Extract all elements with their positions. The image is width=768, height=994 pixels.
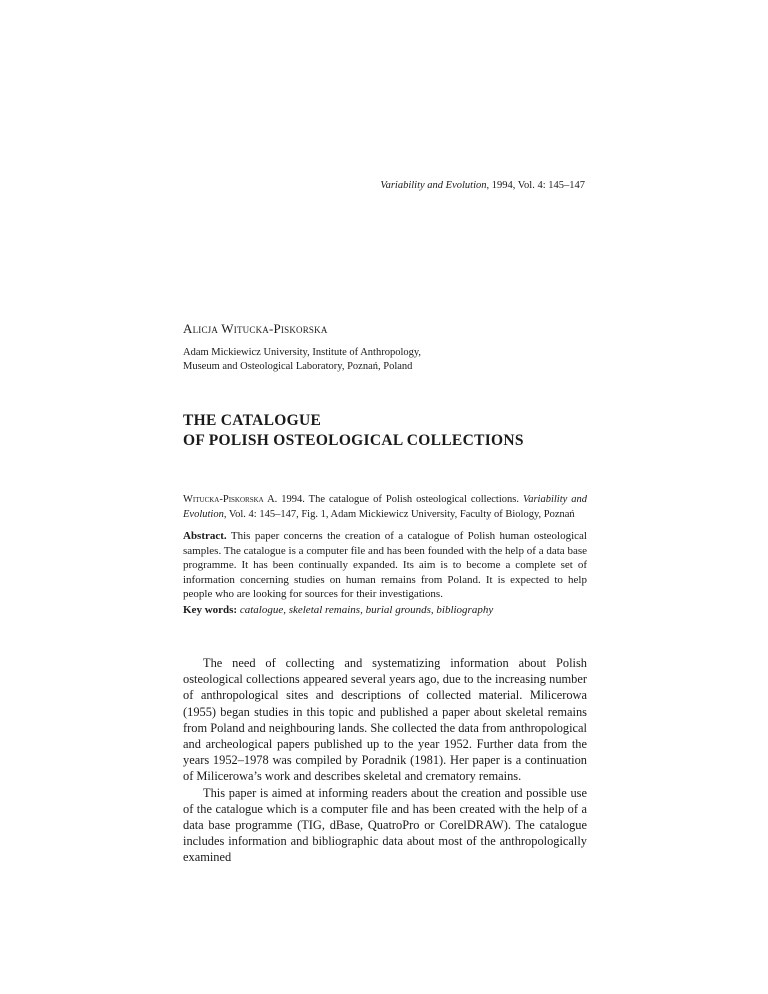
keywords-list: catalogue, skeletal remains, burial grounds, bibliography: [239, 604, 494, 616]
author-name: Alicja Witucka-Piskorska: [183, 321, 328, 336]
running-head: [380, 180, 585, 191]
keywords: [183, 603, 587, 617]
body-paragraph-2: This paper is aimed at informing readers about the creation and possible use of the catalogue which is a computer file and has been created with the help of a data base programme (TIG, dBase, QuatroPro or CorelDRAW). The catalogue includes information and bibliographic data about most of the anthropologically examined: [183, 785, 587, 865]
citation-journal: Variability and Evolution: [183, 494, 587, 520]
affiliation-line-1: Adam Mickiewicz University, Institute of Anthropology,: [183, 347, 422, 358]
body-text: [183, 655, 587, 866]
affiliation-line-2: Museum and Osteological Laboratory, Poznań, Poland: [183, 361, 413, 372]
title-line-2: OF POLISH OSTEOLOGICAL COLLECTIONS: [183, 432, 524, 449]
paper-title: [183, 411, 524, 451]
title-line-1: THE CATALOGUE: [183, 412, 322, 429]
author-affiliation: [183, 346, 421, 374]
body-paragraph-1: The need of collecting and systematizing information about Polish osteological collections appeared several years ago, due to the increasing number of anthropological sites and descriptions of collected material. Milicerowa (1955) began studies in this topic and published a paper about skeletal remains from Poland and neighbouring lands. She collected the data from anthropological and archeological papers published up to the year 1952. Further data from the years 1952–1978 was compiled by Poradnik (1981). Her paper is a continuation of Milicerowa’s work and describes skeletal and crematory remains.: [183, 656, 587, 784]
running-head-journal: Variability and Evolution: [380, 180, 487, 191]
keywords-label: Key words:: [183, 604, 238, 616]
running-head-volume: , 1994, Vol. 4: 145–147: [486, 180, 585, 191]
abstract: [183, 529, 587, 602]
abstract-label: Abstract.: [183, 530, 227, 542]
citation-author: Witucka-Piskorska: [183, 494, 264, 505]
citation-text-1: A. 1994. The catalogue of Polish osteological collections.: [263, 494, 523, 505]
citation: [183, 492, 587, 522]
abstract-text: This paper concerns the creation of a catalogue of Polish human osteological samples. The catalogue is a computer file and has been founded with the help of a data base programme. It has been continually expanded. Its aim is to become a complete set of information concerning studies on human remains from Poland. It is expected to help people who are looking for sources for their investigations.: [183, 530, 587, 601]
citation-text-2: , Vol. 4: 145–147, Fig. 1, Adam Mickiewicz University, Faculty of Biology, Poznań: [223, 509, 575, 520]
